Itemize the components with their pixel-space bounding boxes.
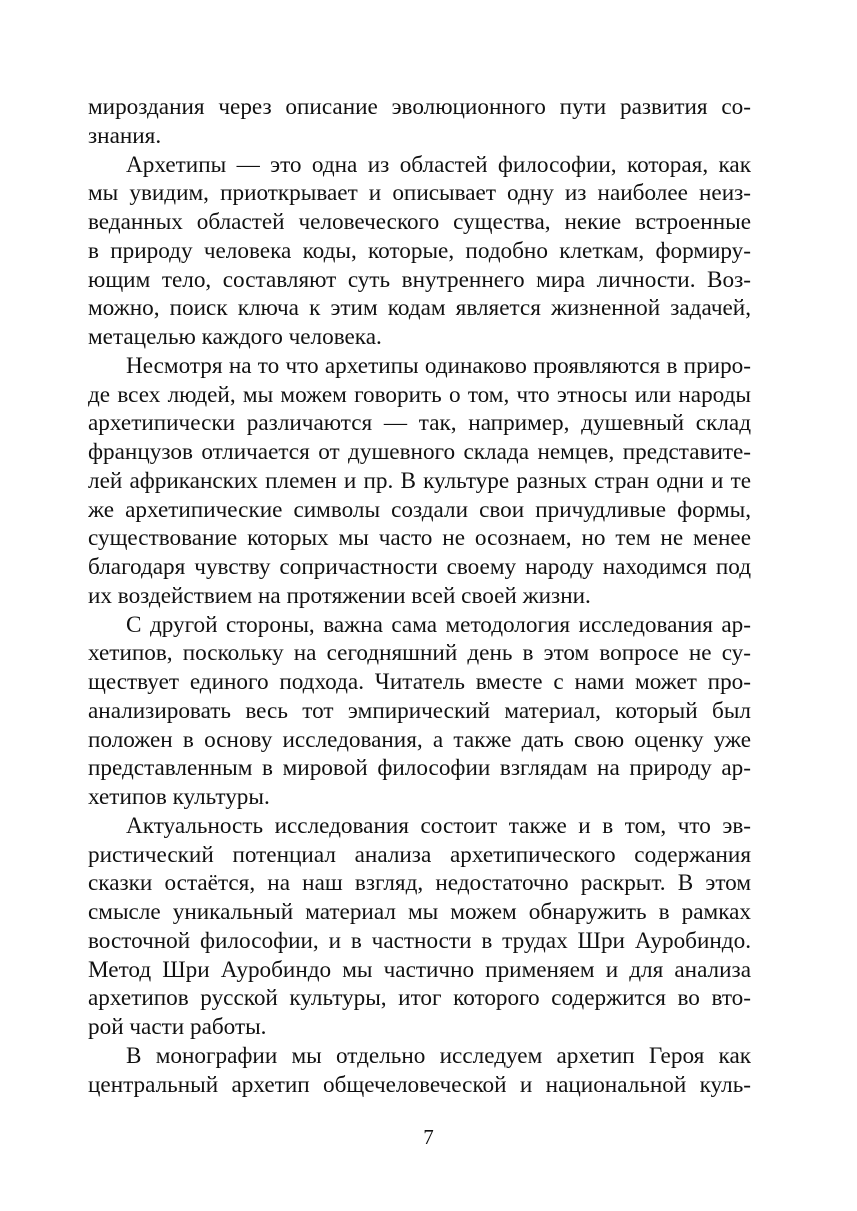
text-line: можно, поиск ключа к этим кодам является жизненной задачей, <box>88 295 751 322</box>
text-line: французов отличается от душевного склада немцев, представите- <box>88 439 751 465</box>
text-line: архетипически различаются — так, например, душевный склад <box>88 410 751 437</box>
text-line: представленным в мировой философии взглядам на природу ар- <box>88 755 751 782</box>
text-line: архетипов русской культуры, итог которого содержится во вто- <box>88 985 751 1012</box>
text-line: хетипов, поскольку на сегодняшний день в этом вопросе не су- <box>88 640 751 667</box>
body-text <box>88 93 751 1099</box>
page-number: 7 <box>423 1125 434 1149</box>
text-line: восточной философии, и в частности в трудах Шри Ауробиндо. <box>88 927 751 954</box>
paragraph-first-line: В монографии мы отдельно исследуем архетип Героя как <box>126 1042 751 1069</box>
text-line: хетипов культуры. <box>88 784 270 810</box>
text-line: анализировать весь тот эмпирический материал, который был <box>88 697 751 724</box>
text-line: Метод Шри Ауробиндо мы частично применяем и для анализа <box>88 956 751 983</box>
text-line: мы увидим, приоткрывает и описывает одну из наиболее неиз- <box>88 180 751 207</box>
text-line: знания. <box>88 122 162 149</box>
text-line: благодаря чувству сопричастности своему народу находимся под <box>88 554 751 580</box>
text-line: сказки остаётся, на наш взгляд, недостаточно раскрыт. В этом <box>88 870 751 897</box>
text-line: ществует единого подхода. Читатель вместе с нами может про- <box>88 669 751 695</box>
paragraph-first-line: Актуальность исследования состоит также и в том, что эв- <box>126 812 751 839</box>
text-line: ристический потенциал анализа архетипического содержания <box>88 841 751 868</box>
paragraph-first-line: Несмотря на то что архетипы одинаково проявляются в приро- <box>126 352 751 379</box>
text-line: в природу человека коды, которые, подобно клеткам, формиру- <box>88 237 751 264</box>
text-line: метацелью каждого человека. <box>88 324 382 350</box>
text-line: же архетипические символы создали свои причудливые формы, <box>88 496 751 523</box>
text-line: мироздания через описание эволюционного пути развития со- <box>88 94 751 120</box>
text-line: смысле уникальный материал мы можем обнаружить в рамках <box>88 899 751 925</box>
text-line: де всех людей, мы можем говорить о том, что этносы или народы <box>88 381 751 408</box>
text-line: ющим тело, составляют суть внутреннего мира личности. Воз- <box>88 266 751 293</box>
text-line: их воздействием на протяжении всей своей жизни. <box>88 582 591 609</box>
text-line: веданных областей человеческого существа, некие встроенные <box>88 209 751 235</box>
paragraph-first-line: С другой стороны, важна сама методология исследования ар- <box>126 611 751 638</box>
text-line: лей африканских племен и пр. В культуре разных стран одни и те <box>88 467 751 494</box>
text-line: существование которых мы часто не осознаем, но тем не менее <box>88 525 751 552</box>
text-line: положен в основу исследования, а также дать свою оценку уже <box>88 726 751 753</box>
text-line: рой части работы. <box>88 1014 267 1040</box>
text-line: центральный архетип общечеловеческой и национальной куль- <box>88 1071 751 1098</box>
paragraph-first-line: Архетипы — это одна из областей философии, которая, как <box>126 151 751 178</box>
